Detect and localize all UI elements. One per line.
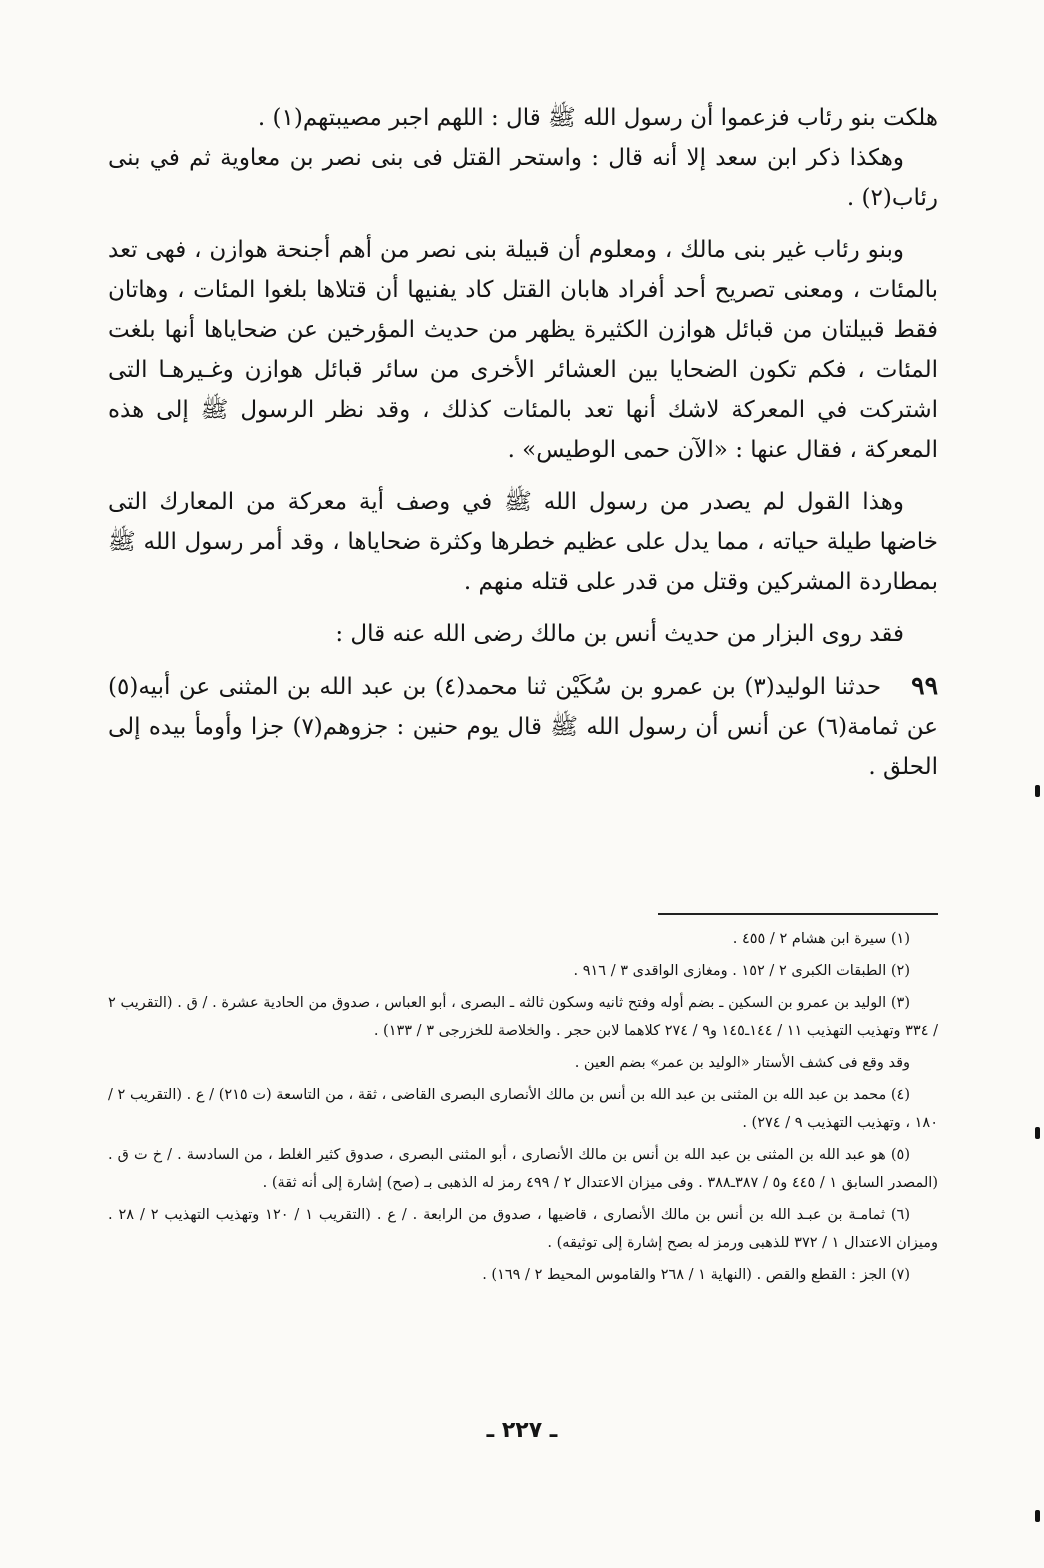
- page-number: ـ ٢٢٧ ـ: [486, 1418, 558, 1443]
- footnote-3: (٣) الوليد بن عمرو بن السكين ـ بضم أوله وفتح ثانيه وسكون ثالثه ـ البصرى ، أبو العباس ، صدوق من الحادية عشرة . / ق . (التقريب ٢ / ٣٣٤ وتهذيب التهذيب ١١ / ١٤٤ـ١٤٥ و٩ / ٢٧٤ كلاهما لابن حجر . والخلاصة للخزرجى ٣ / ١٣٣) .: [108, 995, 938, 1039]
- hadith-number: ٩٩: [911, 671, 938, 700]
- hadith-text: حدثنا الوليد(٣) بن عمرو بن سُكَيْن ثنا محمد(٤) بن عبد الله بن المثنى عن أبيه(٥) عن ثمامة(٦) عن أنس أن رسول الله ﷺ قال يوم حنين : جزوهم(٧) جزا وأومأ بيده إلى الحلق .: [108, 674, 939, 780]
- footnote-1: (١) سيرة ابن هشام ٢ / ٤٥٥ .: [732, 931, 910, 947]
- footnotes: [108, 925, 938, 1289]
- footnote-2: (٢) الطبقات الكبرى ٢ / ١٥٢ . ومغازى الواقدى ٣ / ٩١٦ .: [573, 963, 910, 979]
- footnote-5: (٥) هو عبد الله بن المثنى بن عبد الله بن أنس بن مالك الأنصارى ، أبو المثنى البصرى ، صدوق كثير الغلط ، من السادسة . / خ ت ق . (المصدر السابق ١ / ٤٤٥ و٥ / ٣٨٧ـ٣٨٨ . وفى ميزان الاعتدال ٢ / ٤٩٩ رمز له الذهبى بـ (صح) إشارة إلى أنه ثقة) .: [108, 1147, 938, 1191]
- footnote-7: (٧) الجز : القطع والقص . (النهاية ١ / ٢٦٨ والقاموس المحيط ٢ / ١٦٩) .: [482, 1267, 910, 1283]
- paragraph-4: وهذا القول لم يصدر من رسول الله ﷺ في وصف أية معركة من المعارك التى خاضها طيلة حياته ، مما يدل على عظيم خطرها وكثرة ضحاياها ، وقد أمر رسول الله ﷺ بمطاردة المشركين وقتل من قدر على قتله منهم .: [108, 489, 938, 595]
- footnote-separator: [658, 913, 938, 915]
- footnote-3-note: وقد وقع فى كشف الأستار «الوليد بن عمر» بضم العين .: [574, 1055, 910, 1071]
- main-text: [108, 98, 938, 787]
- paragraph-2: وهكذا ذكر ابن سعد إلا أنه قال : واستحر القتل فى بنى نصر بن معاوية ثم في بنى رئاب(٢) .: [108, 145, 938, 211]
- paragraph-3: وبنو رئاب غير بنى مالك ، ومعلوم أن قبيلة بنى نصر من أهم أجنحة هوازن ، فهى تعد بالمئات ، ومعنى تصريح أحد أفراد هابان القتل كاد يفنيها أن قتلاها بلغوا المئات ، وهاتان فقط قبيلتان من قبائل هوازن الكثيرة يظهر من حديث المؤرخين عن ضحاياها أنها بلغت المئات ، فكم تكون الضحايا بين العشائر الأخرى من سائر قبائل هوازن وغـيرهـا التى اشتركت في المعركة لاشك أنها تعد بالمئات كذلك ، وقد نظر الرسول ﷺ إلى هذه المعركة ، فقال عنها : «الآن حمى الوطيس» .: [108, 237, 938, 463]
- footnote-6: (٦) ثمامـة بن عبـد الله بن أنس بن مالك الأنصارى ، قاضيها ، صدوق من الرابعة . / ع . (التقريب ١ / ١٢٠ وتهذيب التهذيب ٢ / ٢٨ . وميزان الاعتدال ١ / ٣٧٢ للذهبى ورمز له بصح إشارة إلى توثيقه) .: [108, 1207, 938, 1251]
- scan-edge-mark: [1035, 1510, 1040, 1522]
- scan-edge-mark: [1035, 785, 1040, 797]
- scan-edge-mark: [1035, 1127, 1040, 1139]
- paragraph-1: هلكت بنو رئاب فزعموا أن رسول الله ﷺ قال : اللهم اجبر مصيبتهم(١) .: [257, 105, 938, 131]
- paragraph-5: فقد روى البزار من حديث أنس بن مالك رضى الله عنه قال :: [335, 621, 904, 647]
- footnote-4: (٤) محمد بن عبد الله بن المثنى بن عبد الله بن أنس بن مالك الأنصارى البصرى القاضى ، ثقة ، من التاسعة (ت ٢١٥) / ع . (التقريب ٢ / ١٨٠ ، وتهذيب التهذيب ٩ / ٢٧٤) .: [108, 1087, 938, 1131]
- hadith-paragraph: [108, 666, 938, 787]
